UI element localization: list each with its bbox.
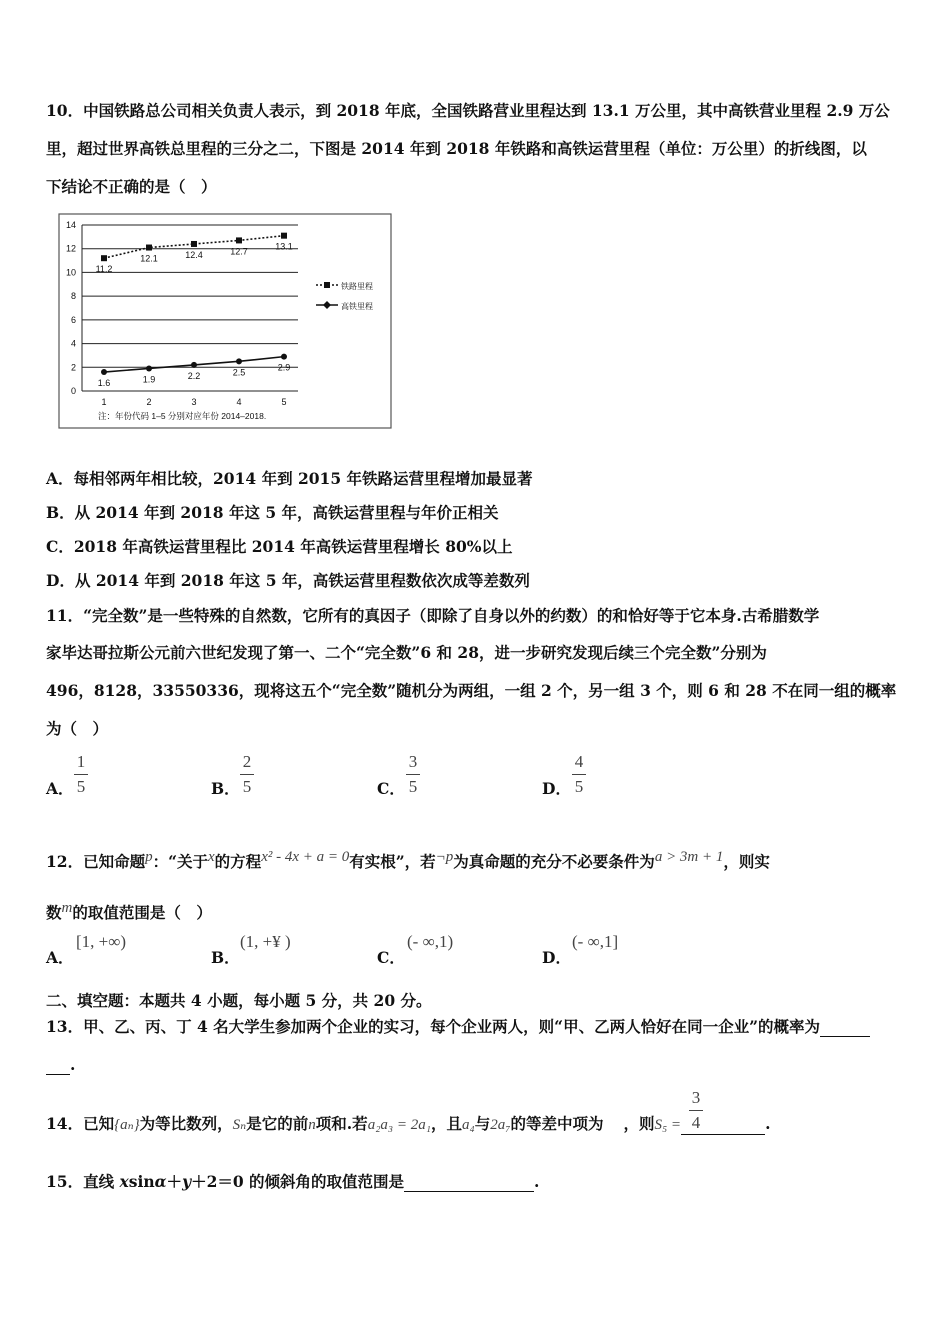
q14-n: n	[308, 1117, 316, 1133]
fraction-numerator: 3	[691, 1088, 701, 1107]
y-tick-label: 8	[70, 291, 76, 302]
q13-line2	[46, 1055, 75, 1075]
y-tick-label: 10	[65, 267, 76, 278]
fraction-denominator: 4	[691, 1113, 701, 1132]
fraction-numerator: 2	[242, 752, 252, 771]
q14-text: ，则	[623, 1114, 655, 1133]
q14-text: 为等比数列，	[139, 1114, 233, 1133]
y-tick-label: 6	[70, 314, 76, 325]
q14-equation: a₂a₃ = 2a₁	[367, 1117, 431, 1133]
q12-text: 的方程	[214, 852, 262, 872]
q15-blank	[404, 1175, 534, 1192]
q12-text: 的取值范围是（ ）	[72, 903, 212, 923]
q11-option-d-fraction	[572, 752, 586, 797]
fraction-denominator: 5	[242, 777, 252, 796]
q12-text: 12．已知命题	[46, 852, 146, 872]
q14-period: .	[765, 1114, 771, 1133]
hsr-point	[236, 358, 242, 364]
y-tick-label: 2	[70, 362, 76, 373]
legend-rail-label: 铁路里程	[341, 282, 373, 291]
fraction-denominator: 5	[574, 777, 584, 796]
q14-text: 的等差中项为	[510, 1114, 604, 1133]
q11-line3: 496，8128，33550336，现将这五个“完全数”随机分为两组，一组 2 个，另一组 3 个，则 6 和 28 不在同一组的概率	[46, 681, 897, 700]
q12-option-b-label: B．	[211, 948, 240, 967]
q10-line2: 里，超过世界高铁总里程的三分之二，下图是 2014 年到 2018 年铁路和高铁运营里程（单位：万公里）的折线图，以	[46, 139, 867, 158]
q14-text: 14．已知	[46, 1114, 115, 1133]
rail-point	[191, 241, 197, 247]
hsr-point	[191, 362, 197, 368]
q11-line2: 家毕达哥拉斯公元前六世纪发现了第一、二个“完全数”6 和 28，进一步研究发现后续三个完全数”分别为	[46, 643, 767, 662]
q14-a4: a₄	[461, 1117, 475, 1133]
q11-option-d-label: D．	[542, 779, 571, 798]
rail-data-label: 12.4	[185, 249, 203, 260]
q12-line2	[46, 898, 212, 923]
x-tick-label: 1	[101, 397, 107, 407]
q13-period: .	[70, 1055, 76, 1074]
rail-data-label: 13.1	[275, 241, 293, 252]
q13-text: 13．甲、乙、丙、丁 4 名大学生参加两个企业的实习，每个企业两人，则“甲、乙两人恰好在同一企业”的概率为	[46, 1017, 820, 1036]
q13-line1	[46, 1017, 870, 1037]
q10-option-c: C．2018 年高铁运营里程比 2014 年高铁运营里程增长 80%以上	[46, 537, 513, 556]
q15-period: .	[534, 1172, 540, 1191]
q15-y: y	[182, 1172, 192, 1191]
q12-condition: a > 3m + 1	[654, 849, 724, 865]
q12-text: 数	[46, 903, 62, 923]
q15-text: ＋	[166, 1172, 183, 1191]
q14-text: 项和.若	[315, 1114, 368, 1133]
q15-line	[46, 1172, 539, 1192]
rail-point	[281, 233, 287, 239]
hsr-point	[281, 354, 287, 360]
q11-option-a-label: A．	[46, 779, 74, 798]
legend-hsr-label: 高铁里程	[341, 302, 373, 311]
q12-not-p: ¬p	[435, 849, 454, 865]
q12-option-c-label: C．	[377, 948, 405, 967]
q12-line1	[46, 847, 770, 872]
q12-option-d-label: D．	[542, 948, 571, 967]
q12-x: x	[208, 849, 215, 865]
q12-option-b-expr: (1, +¥ )	[240, 932, 291, 951]
q15-alpha: α	[154, 1172, 167, 1191]
q14-line	[46, 1114, 770, 1135]
q14-text: 与	[474, 1114, 491, 1133]
q12-option-d-expr: (- ∞,1]	[572, 932, 619, 951]
q12-text: 有实根”，若	[349, 852, 436, 872]
q14-text: ，且	[430, 1114, 462, 1133]
line-chart	[58, 213, 392, 429]
y-tick-label: 12	[65, 243, 76, 254]
rail-data-label: 11.2	[95, 264, 113, 275]
hsr-data-label: 2.9	[277, 362, 291, 373]
hsr-data-label: 1.6	[97, 378, 111, 389]
q10-option-a: A．每相邻两年相比较，2014 年到 2015 年铁路运营里程增加最显著	[46, 469, 533, 488]
q11-option-a-fraction	[74, 752, 88, 797]
q12-text: 为真命题的充分不必要条件为	[453, 852, 655, 872]
rail-point	[146, 245, 152, 251]
fraction-numerator: 4	[574, 752, 584, 771]
q12-text: ，则实	[723, 852, 770, 872]
q15-text: ＋2＝0 的倾斜角的取值范围是	[191, 1172, 405, 1191]
q14-Sn: Sₙ	[232, 1117, 247, 1133]
q12-m: m	[61, 900, 73, 916]
q12-option-a-label: A．	[46, 948, 74, 967]
x-tick-label: 4	[236, 397, 242, 407]
fraction-numerator: 3	[408, 752, 418, 771]
q14-text: 是它的前	[246, 1114, 309, 1133]
q12-equation: x² - 4x + a = 0	[261, 849, 350, 865]
q12-p: p	[145, 849, 153, 865]
q11-option-c-fraction	[406, 752, 420, 797]
q14-fraction	[689, 1088, 703, 1133]
q10-option-d: D．从 2014 年到 2018 年这 5 年，高铁运营里程数依次成等差数列	[46, 571, 530, 590]
legend-rail-marker	[324, 282, 330, 288]
q12-option-c-expr: (- ∞,1)	[407, 932, 454, 951]
hsr-data-label: 1.9	[142, 374, 156, 385]
q15-text: 15．直线	[46, 1172, 120, 1191]
x-tick-label: 2	[146, 397, 152, 407]
hsr-point	[101, 369, 107, 375]
q15-x: x	[119, 1172, 129, 1191]
y-tick-label: 4	[70, 338, 76, 349]
q11-option-b-fraction	[240, 752, 254, 797]
q15-text: sin	[128, 1172, 155, 1191]
hsr-data-label: 2.2	[187, 370, 201, 381]
q12-text: ：“关于	[152, 852, 208, 872]
rail-data-label: 12.1	[140, 253, 158, 264]
y-tick-label: 14	[65, 220, 76, 230]
fraction-denominator: 5	[76, 777, 86, 796]
q13-blank	[820, 1020, 870, 1037]
q11-option-c-label: C．	[377, 779, 405, 798]
fraction-denominator: 5	[408, 777, 418, 796]
q12-option-a-expr: [1, +∞)	[76, 932, 127, 951]
q11-option-b-label: B．	[211, 779, 240, 798]
section-heading: 二、填空题：本题共 4 小题，每小题 5 分，共 20 分。	[46, 991, 432, 1010]
rail-point	[236, 237, 242, 243]
q14-sequence: {aₙ}	[114, 1117, 140, 1133]
rail-point	[101, 255, 107, 261]
chart-note: 注：年份代码 1–5 分别对应年份 2014–2018.	[98, 411, 267, 421]
x-tick-label: 5	[281, 397, 287, 407]
hsr-point	[146, 365, 152, 371]
q14-2a7: 2a₇	[490, 1117, 511, 1133]
hsr-data-label: 2.5	[232, 367, 246, 378]
q10-line3: 下结论不正确的是（ ）	[46, 177, 217, 196]
q10-option-b: B．从 2014 年到 2018 年这 5 年，高铁运营里程与年价正相关	[46, 503, 499, 522]
y-tick-label: 0	[70, 386, 76, 396]
q14-S5: S₅ =	[654, 1117, 682, 1133]
rail-data-label: 12.7	[230, 246, 248, 257]
q13-blank-cont	[46, 1058, 70, 1075]
x-tick-label: 3	[191, 397, 197, 407]
fraction-numerator: 1	[76, 752, 86, 771]
q11-line1: 11．“完全数”是一些特殊的自然数，它所有的真因子（即除了自身以外的约数）的和恰好等于它本身.古希腊数学	[46, 606, 820, 625]
q10-line1: 10．中国铁路总公司相关负责人表示，到 2018 年底，全国铁路营业里程达到 13.1 万公里，其中高铁营业里程 2.9 万公	[46, 101, 890, 120]
q11-line4: 为（ ）	[46, 719, 109, 738]
